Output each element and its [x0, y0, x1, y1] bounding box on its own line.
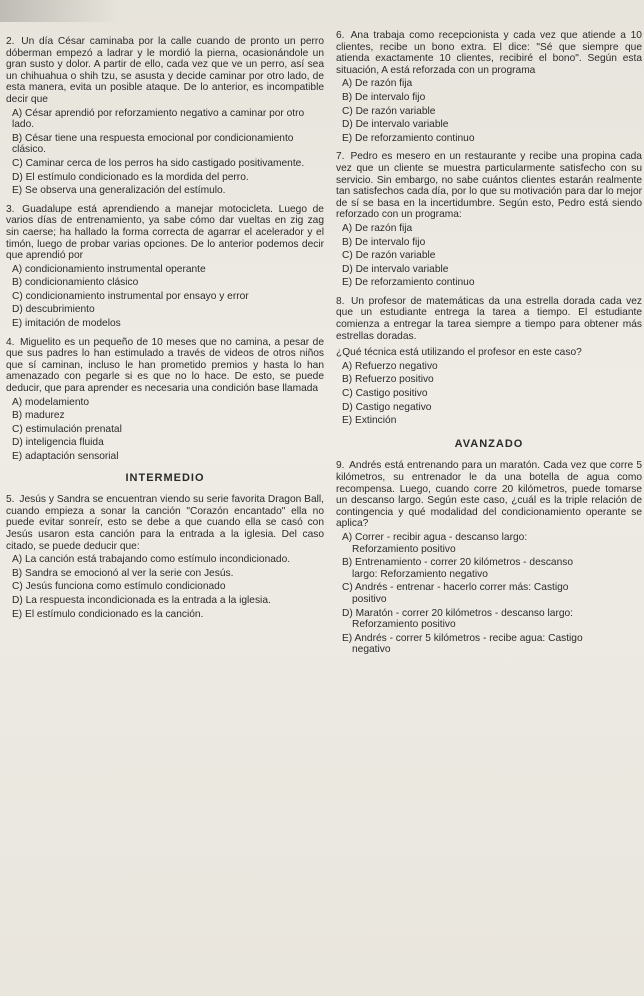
question-3 — [6, 204, 324, 330]
question-2-number: 2. — [6, 36, 15, 47]
question-9-option-d-detail: Reforzamiento positivo — [352, 619, 456, 631]
question-9-option-a-detail: Reforzamiento positivo — [352, 543, 456, 555]
question-7-stem — [336, 151, 642, 221]
question-4-option-d: D) inteligencia fluida — [12, 437, 104, 449]
question-6-text: Ana trabaja como recepcionista y cada vez que atiende a 10 clientes, recibe un bono extra. El dice: "Sé que siempre que atienda exactamente 10 clientes, recibiré el bono". Según esta situación, A está reforzada con un programa — [336, 30, 642, 76]
question-7-option-b: B) De intervalo fijo — [342, 236, 426, 248]
question-9 — [336, 460, 642, 656]
question-5-text: Jesús y Sandra se encuentran viendo su serie favorita Dragon Ball, cuando empieza a sonar la canción "Corazón encantado" ella no puede evitar sonreír, esto se debe a que cuando ella se casó con Jesús usaron esta canción para la entrada a la iglesia. Del caso citado, se puede deducir que: — [6, 494, 324, 552]
question-8-option-c: C) Castigo positivo — [342, 388, 428, 400]
question-8-stem — [336, 296, 642, 342]
question-2-option-c: C) Caminar cerca de los perros ha sido castigado positivamente. — [12, 157, 305, 169]
question-8-option-d: D) Castigo negativo — [342, 401, 432, 413]
question-9-stem — [336, 460, 642, 530]
question-6-option-a: A) De razón fija — [342, 78, 413, 90]
question-5-option-a: A) La canción está trabajando como estímulo incondicionado. — [12, 554, 291, 566]
question-4-text: Miguelito es un pequeño de 10 meses que no camina, a pesar de que sus padres lo han estimulado a través de videos de otros niños que sí caminan, incluso le han prometido premios y hasta lo han amenazado con pegarle si es que no lo hace. De esto, se puede deducir, que para aprender es necesaria una condición base llamada — [6, 336, 324, 395]
page-corner-shadow — [0, 0, 120, 22]
question-4-number: 4. — [6, 336, 15, 348]
question-5-option-b: B) Sandra se emocionó al ver la serie con Jesús. — [12, 567, 234, 579]
question-2-option-e: E) Se observa una generalización del estímulo. — [12, 185, 226, 197]
question-7-option-c: C) De razón variable — [342, 250, 436, 262]
question-2-text: Un día César caminaba por la calle cuando de pronto un perro dóberman empezó a ladrar y le mordió la pierna, ocasionándole un gran susto y dolor. A partir de ello, cada vez que ve un perro, así sea un chihuahua o shih tzu, se asusta y decide caminar por otro lado, de esta manera, evita un posible ataque. De lo anterior, es incompatible decir que — [6, 36, 324, 105]
question-3-option-c: C) condicionamiento instrumental por ensayo y error — [12, 290, 249, 302]
question-3-stem — [6, 204, 324, 262]
question-3-option-a: A) condicionamiento instrumental operante — [12, 263, 206, 275]
question-8-text: Un profesor de matemáticas da una estrella dorada cada vez que un estudiante entrega la tarea a tiempo. El estudiante comienza a entregar la tarea siempre a tiempo para obtener más estrellas doradas. — [336, 295, 642, 342]
question-7-option-d: D) De intervalo variable — [342, 263, 449, 275]
question-2-option-d: D) El estímulo condicionado es la mordida del perro. — [12, 171, 249, 183]
question-2-option-a: A) César aprendió por reforzamiento negativo a caminar por otro lado. — [12, 107, 305, 131]
question-2 — [6, 36, 324, 197]
question-6 — [336, 30, 642, 144]
question-7-text: Pedro es mesero en un restaurante y recibe una propina cada vez que un cliente se muestra particularmente satisfecho con su servicio. Sin embargo, no sabe cuántos clientes estarán realmente tan satisfechos cada día, por lo que su motivación para dar lo mejor de sí se basa en la incertidumbre. Según esto, Pedro está siendo reforzado con un programa: — [336, 151, 642, 221]
question-9-option-e: E) Andrés - correr 5 kilómetros - recibe agua: Castigo — [342, 632, 583, 644]
question-5-option-e: E) El estímulo condicionado es la canción. — [12, 608, 204, 620]
question-5 — [6, 494, 324, 620]
question-6-option-e: E) De reforzamiento continuo — [342, 132, 475, 144]
question-5-number: 5. — [6, 494, 15, 506]
question-7-option-a: A) De razón fija — [342, 222, 413, 234]
question-7 — [336, 151, 642, 289]
question-8-number: 8. — [336, 295, 345, 307]
question-6-number: 6. — [336, 30, 345, 41]
question-6-option-b: B) De intervalo fijo — [342, 91, 426, 103]
question-2-option-b: B) César tiene una respuesta emocional por condicionamiento clásico. — [12, 132, 294, 156]
question-5-option-d: D) La respuesta incondicionada es la entrada a la iglesia. — [12, 594, 271, 606]
question-9-number: 9. — [336, 460, 345, 472]
question-9-option-b-detail: largo: Reforzamiento negativo — [352, 568, 488, 580]
question-3-text: Guadalupe está aprendiendo a manejar motocicleta. Luego de varios días de entrenamiento, ya sabe cómo dar vueltas en zig zag sin caerse; ha hallado la forma correcta de agarrar el acelerador y el timón, luego de probar varias opciones. De lo anterior podemos decir que aprendió por — [6, 203, 324, 262]
question-8-option-e: E) Extinción — [342, 415, 397, 427]
right-column — [336, 30, 642, 663]
question-4-option-c: C) estimulación prenatal — [12, 423, 122, 435]
question-4-stem — [6, 337, 324, 395]
question-6-option-d: D) De intervalo variable — [342, 119, 449, 131]
question-9-option-d: D) Maratón - correr 20 kilómetros - descanso largo: — [342, 607, 573, 619]
question-7-option-e: E) De reforzamiento continuo — [342, 277, 475, 289]
question-9-option-c: C) Andrés - entrenar - hacerlo correr más: Castigo — [342, 582, 569, 594]
question-4-option-b: B) madurez — [12, 410, 65, 422]
section-heading-intermedio: INTERMEDIO — [125, 471, 205, 484]
question-4-option-e: E) adaptación sensorial — [12, 451, 119, 462]
question-2-stem — [6, 36, 324, 106]
question-3-number: 3. — [6, 203, 15, 215]
question-6-stem — [336, 30, 642, 76]
section-heading-avanzado: AVANZADO — [454, 437, 524, 450]
question-6-option-c: C) De razón variable — [342, 105, 436, 117]
question-3-option-d: D) descubrimiento — [12, 304, 95, 316]
question-7-number: 7. — [336, 151, 345, 163]
question-5-stem — [6, 494, 324, 552]
question-9-option-c-detail: positivo — [352, 593, 387, 605]
question-8-prompt: ¿Qué técnica está utilizando el profesor en este caso? — [336, 347, 582, 359]
question-9-option-b: B) Entrenamiento - correr 20 kilómetros - descanso — [342, 557, 574, 569]
question-8 — [336, 296, 642, 427]
question-8-option-b: B) Refuerzo positivo — [342, 374, 434, 386]
question-3-option-b: B) condicionamiento clásico — [12, 277, 139, 289]
question-4-option-a: A) modelamiento — [12, 396, 90, 408]
question-9-option-e-detail: negativo — [352, 644, 391, 656]
question-5-option-c: C) Jesús funciona como estímulo condicionado — [12, 581, 226, 593]
question-4 — [6, 337, 324, 463]
left-column — [6, 36, 324, 627]
question-9-option-a: A) Correr - recibir agua - descanso largo: — [342, 531, 528, 543]
question-9-text: Andrés está entrenando para un maratón. Cada vez que corre 5 kilómetros, su entrenador le da una botella de agua como recompensa. Luego, cuando corre 20 kilómetros, puede tomarse un descanso largo. Según este caso, ¿cuál es la triple relación de contingencia y qué modalidad del condicionamiento operante se aplica? — [336, 460, 642, 530]
question-8-option-a: A) Refuerzo negativo — [342, 360, 438, 372]
question-3-option-e: E) imitación de modelos — [12, 318, 121, 330]
